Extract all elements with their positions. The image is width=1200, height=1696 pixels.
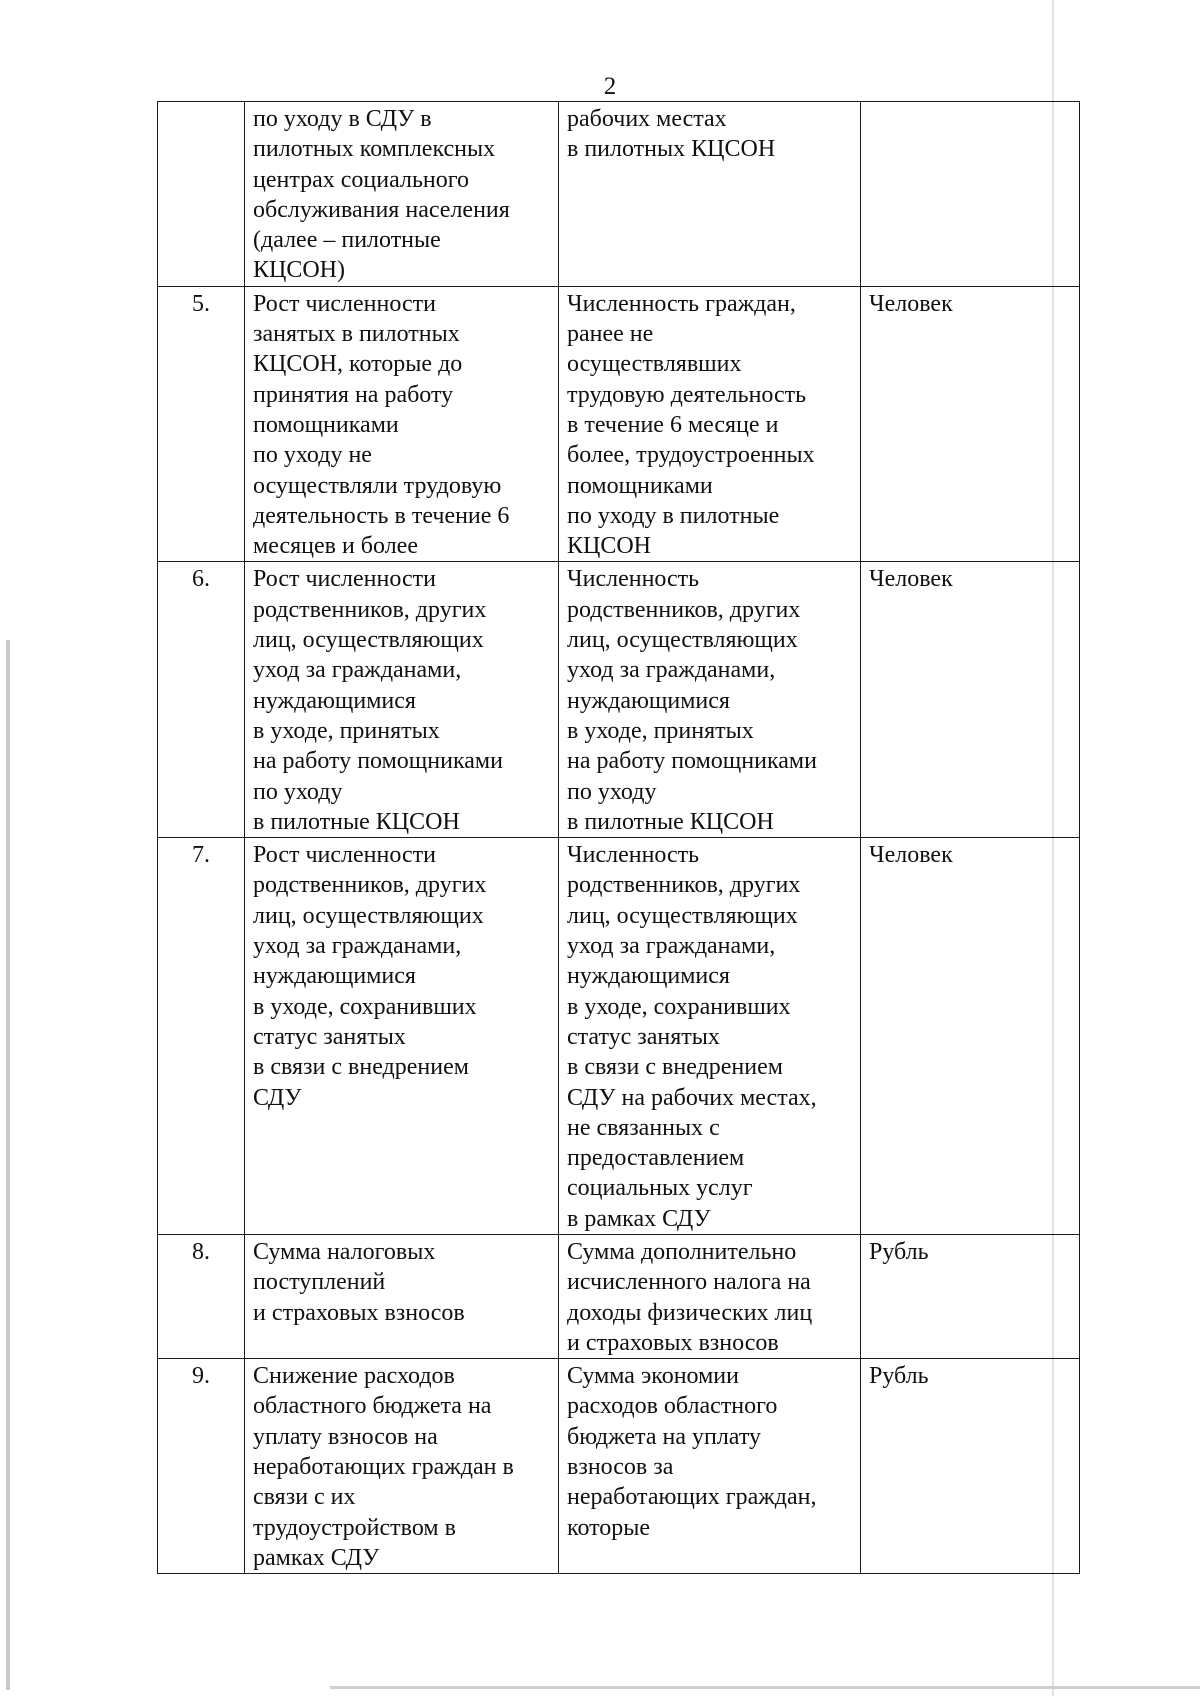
indicator-description: Численность родственников, других лиц, осуществляющих уход за гражданами, нуждающимися в уходе, сохранивших статус занятых в связи с внедрением СДУ на рабочих местах, не связанных с предоставлением социальных услуг в рамках СДУ xyxy=(559,838,861,1235)
table-row xyxy=(158,1234,1080,1358)
unit-of-measure xyxy=(861,102,1080,287)
row-number: 8. xyxy=(158,1234,245,1358)
table-row xyxy=(158,286,1080,562)
indicator-name: Сумма налоговых поступлений и страховых взносов xyxy=(245,1234,559,1358)
indicator-description: Сумма экономии расходов областного бюджета на уплату взносов за неработающих граждан, которые xyxy=(559,1359,861,1574)
row-number: 6. xyxy=(158,562,245,838)
indicator-name: Снижение расходов областного бюджета на уплату взносов на неработающих граждан в связи с их трудоустройством в рамках СДУ xyxy=(245,1359,559,1574)
row-number xyxy=(158,102,245,287)
row-number: 7. xyxy=(158,838,245,1235)
indicator-description: Численность родственников, других лиц, осуществляющих уход за гражданами, нуждающимися в уходе, принятых на работу помощниками по уходу в пилотные КЦСОН xyxy=(559,562,861,838)
unit-of-measure: Рубль xyxy=(861,1234,1080,1358)
table-row xyxy=(158,562,1080,838)
table-row xyxy=(158,102,1080,287)
indicator-name: по уходу в СДУ в пилотных комплексных центрах социального обслуживания населения (далее – пилотные КЦСОН) xyxy=(245,102,559,287)
indicator-name: Рост численности занятых в пилотных КЦСОН, которые до принятия на работу помощниками по уходу не осуществляли трудовую деятельность в течение 6 месяцев и более xyxy=(245,286,559,562)
indicator-description: рабочих местах в пилотных КЦСОН xyxy=(559,102,861,287)
row-number: 9. xyxy=(158,1359,245,1574)
indicator-name: Рост численности родственников, других лиц, осуществляющих уход за гражданами, нуждающимися в уходе, принятых на работу помощниками по уходу в пилотные КЦСОН xyxy=(245,562,559,838)
unit-of-measure: Рубль xyxy=(861,1359,1080,1574)
table-row xyxy=(158,1359,1080,1574)
scan-edge-bottom xyxy=(330,1686,1200,1689)
indicator-description: Сумма дополнительно исчисленного налога на доходы физических лиц и страховых взносов xyxy=(559,1234,861,1358)
unit-of-measure: Человек xyxy=(861,286,1080,562)
indicator-name: Рост численности родственников, других лиц, осуществляющих уход за гражданами, нуждающимися в уходе, сохранивших статус занятых в связи с внедрением СДУ xyxy=(245,838,559,1235)
unit-of-measure: Человек xyxy=(861,562,1080,838)
scan-edge-left xyxy=(6,640,10,1690)
indicator-table xyxy=(157,101,1080,1574)
row-number: 5. xyxy=(158,286,245,562)
unit-of-measure: Человек xyxy=(861,838,1080,1235)
page-number: 2 xyxy=(603,73,617,100)
table-row xyxy=(158,838,1080,1235)
indicator-description: Численность граждан, ранее не осуществлявших трудовую деятельность в течение 6 месяце и более, трудоустроенных помощниками по уходу в пилотные КЦСОН xyxy=(559,286,861,562)
